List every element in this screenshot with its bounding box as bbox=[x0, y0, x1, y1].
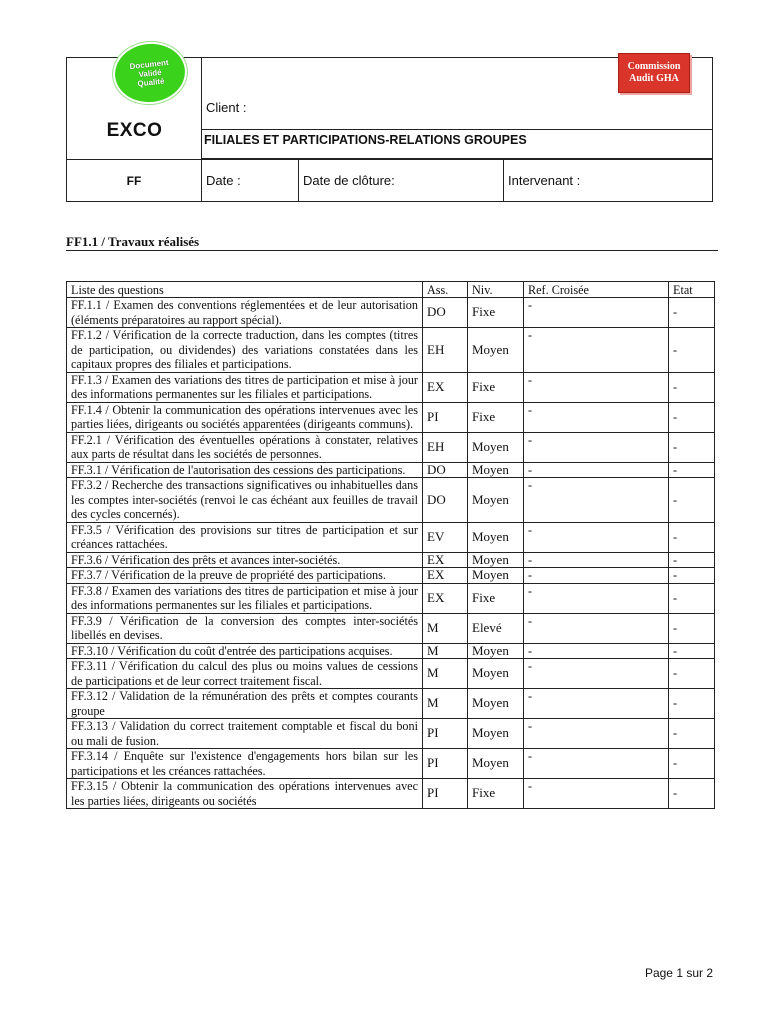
section-title: FF1.1 / Travaux réalisés bbox=[66, 236, 718, 251]
niv-cell: Moyen bbox=[468, 328, 524, 373]
table-row bbox=[67, 719, 715, 749]
niv-cell: Moyen bbox=[468, 522, 524, 552]
title-cell bbox=[202, 130, 712, 159]
table-row bbox=[67, 298, 715, 328]
ref-cell: - bbox=[524, 659, 669, 689]
table-row bbox=[67, 583, 715, 613]
niv-cell: Moyen bbox=[468, 719, 524, 749]
etat-cell: - bbox=[669, 402, 715, 432]
table-row bbox=[67, 372, 715, 402]
question-cell: FF.1.1 / Examen des conventions réglementées et de leur autorisation (éléments préparatoires au rapport spécial). bbox=[67, 298, 423, 328]
table-header-row bbox=[67, 282, 715, 298]
table-row bbox=[67, 328, 715, 373]
niv-cell: Moyen bbox=[468, 478, 524, 523]
ass-cell: M bbox=[423, 613, 468, 643]
document-title: FILIALES ET PARTICIPATIONS-RELATIONS GROUPES bbox=[204, 133, 527, 147]
ass-cell: EH bbox=[423, 328, 468, 373]
niv-cell: Moyen bbox=[468, 659, 524, 689]
table-row bbox=[67, 522, 715, 552]
col-ass: Ass. bbox=[423, 282, 468, 298]
niv-cell: Fixe bbox=[468, 298, 524, 328]
etat-cell: - bbox=[669, 432, 715, 462]
logo-line-2: Validé bbox=[138, 67, 162, 79]
ref-cell: - bbox=[524, 749, 669, 779]
ref-cell: - bbox=[524, 432, 669, 462]
question-cell: FF.3.7 / Vérification de la preuve de propriété des participations. bbox=[67, 568, 423, 584]
niv-cell: Fixe bbox=[468, 583, 524, 613]
ref-cell: - bbox=[524, 372, 669, 402]
date-label: Date : bbox=[202, 160, 299, 201]
etat-cell: - bbox=[669, 689, 715, 719]
ref-cell: - bbox=[524, 568, 669, 584]
ass-cell: EX bbox=[423, 568, 468, 584]
ass-cell: EV bbox=[423, 522, 468, 552]
stamp-line-2: Audit GHA bbox=[629, 73, 679, 84]
document-header bbox=[66, 57, 713, 202]
etat-cell: - bbox=[669, 328, 715, 373]
company-cell bbox=[67, 58, 202, 159]
table-row bbox=[67, 689, 715, 719]
question-cell: FF.3.11 / Vérification du calcul des plus ou moins values de cessions de participations et de leur correct traitement fiscal. bbox=[67, 659, 423, 689]
question-cell: FF.3.6 / Vérification des prêts et avances inter-sociétés. bbox=[67, 552, 423, 568]
niv-cell: Elevé bbox=[468, 613, 524, 643]
ref-cell: - bbox=[524, 522, 669, 552]
niv-cell: Moyen bbox=[468, 689, 524, 719]
ref-cell: - bbox=[524, 462, 669, 478]
ref-cell: - bbox=[524, 328, 669, 373]
ref-cell: - bbox=[524, 719, 669, 749]
ass-cell: DO bbox=[423, 298, 468, 328]
table-row bbox=[67, 552, 715, 568]
niv-cell: Fixe bbox=[468, 779, 524, 809]
logo-line-1: Document bbox=[129, 57, 169, 71]
table-row bbox=[67, 462, 715, 478]
ref-cell: - bbox=[524, 613, 669, 643]
ass-cell: PI bbox=[423, 779, 468, 809]
niv-cell: Fixe bbox=[468, 372, 524, 402]
niv-cell: Moyen bbox=[468, 432, 524, 462]
question-cell: FF.1.2 / Vérification de la correcte traduction, dans les comptes (titres de participation, ou dividendes) des variations constatées dans les capitaux propres des filiales et participations. bbox=[67, 328, 423, 373]
ass-cell: EX bbox=[423, 583, 468, 613]
section-code: FF bbox=[67, 160, 202, 201]
closing-date-label: Date de clôture: bbox=[299, 160, 504, 201]
question-cell: FF.2.1 / Vérification des éventuelles opérations à constater, relatives aux parts de résultat dans les sociétés de personnes. bbox=[67, 432, 423, 462]
table-row bbox=[67, 659, 715, 689]
ref-cell: - bbox=[524, 583, 669, 613]
col-niv: Niv. bbox=[468, 282, 524, 298]
col-questions: Liste des questions bbox=[67, 282, 423, 298]
question-cell: FF.3.9 / Vérification de la conversion des comptes inter-sociétés libellés en devises. bbox=[67, 613, 423, 643]
company-name: EXCO bbox=[106, 120, 163, 141]
question-cell: FF.3.10 / Vérification du coût d'entrée des participations acquises. bbox=[67, 643, 423, 659]
etat-cell: - bbox=[669, 779, 715, 809]
question-cell: FF.3.1 / Vérification de l'autorisation des cessions des participations. bbox=[67, 462, 423, 478]
question-cell: FF.3.12 / Validation de la rémunération des prêts et comptes courants groupe bbox=[67, 689, 423, 719]
etat-cell: - bbox=[669, 583, 715, 613]
col-etat: Etat bbox=[669, 282, 715, 298]
ref-cell: - bbox=[524, 689, 669, 719]
ass-cell: EX bbox=[423, 552, 468, 568]
ref-cell: - bbox=[524, 643, 669, 659]
ass-cell: PI bbox=[423, 719, 468, 749]
etat-cell: - bbox=[669, 719, 715, 749]
question-cell: FF.1.3 / Examen des variations des titres de participation et mise à jour des informations permanentes sur les filiales et participations. bbox=[67, 372, 423, 402]
ass-cell: M bbox=[423, 689, 468, 719]
table-row bbox=[67, 779, 715, 809]
ref-cell: - bbox=[524, 552, 669, 568]
table-row bbox=[67, 568, 715, 584]
questions-table bbox=[66, 281, 715, 809]
question-cell: FF.1.4 / Obtenir la communication des opérations intervenues avec les parties liées, dirigeants ou sociétés apparentées (dirigeants communs). bbox=[67, 402, 423, 432]
niv-cell: Moyen bbox=[468, 568, 524, 584]
question-cell: FF.3.2 / Recherche des transactions significatives ou inhabituelles dans les comptes inter-sociétés (renvoi le cas échéant aux feuilles de travail des cycles concernés). bbox=[67, 478, 423, 523]
table-row bbox=[67, 478, 715, 523]
ass-cell: DO bbox=[423, 478, 468, 523]
ass-cell: PI bbox=[423, 749, 468, 779]
col-ref: Ref. Croisée bbox=[524, 282, 669, 298]
stamp-line-1: Commission bbox=[627, 61, 681, 72]
etat-cell: - bbox=[669, 613, 715, 643]
etat-cell: - bbox=[669, 643, 715, 659]
question-cell: FF.3.14 / Enquête sur l'existence d'engagements hors bilan sur les participations et les créances rattachées. bbox=[67, 749, 423, 779]
etat-cell: - bbox=[669, 372, 715, 402]
niv-cell: Moyen bbox=[468, 749, 524, 779]
table-row bbox=[67, 613, 715, 643]
header-info-row bbox=[67, 159, 712, 201]
table-row bbox=[67, 643, 715, 659]
niv-cell: Moyen bbox=[468, 643, 524, 659]
ass-cell: DO bbox=[423, 462, 468, 478]
client-label: Client : bbox=[206, 100, 247, 115]
ass-cell: EX bbox=[423, 372, 468, 402]
etat-cell: - bbox=[669, 462, 715, 478]
table-row bbox=[67, 432, 715, 462]
etat-cell: - bbox=[669, 522, 715, 552]
ass-cell: M bbox=[423, 643, 468, 659]
ass-cell: M bbox=[423, 659, 468, 689]
question-cell: FF.3.5 / Vérification des provisions sur titres de participation et sur créances rattachées. bbox=[67, 522, 423, 552]
etat-cell: - bbox=[669, 478, 715, 523]
etat-cell: - bbox=[669, 659, 715, 689]
etat-cell: - bbox=[669, 552, 715, 568]
niv-cell: Moyen bbox=[468, 462, 524, 478]
etat-cell: - bbox=[669, 298, 715, 328]
ref-cell: - bbox=[524, 779, 669, 809]
table-row bbox=[67, 749, 715, 779]
ass-cell: PI bbox=[423, 402, 468, 432]
commission-stamp bbox=[618, 53, 690, 93]
question-cell: FF.3.8 / Examen des variations des titres de participation et mise à jour des informations permanentes sur les filiales et participations. bbox=[67, 583, 423, 613]
intervenant-label: Intervenant : bbox=[508, 173, 581, 188]
niv-cell: Fixe bbox=[468, 402, 524, 432]
niv-cell: Moyen bbox=[468, 552, 524, 568]
logo-line-3: Qualité bbox=[136, 76, 165, 88]
quality-logo bbox=[110, 38, 190, 107]
ref-cell: - bbox=[524, 478, 669, 523]
table-row bbox=[67, 402, 715, 432]
ref-cell: - bbox=[524, 298, 669, 328]
etat-cell: - bbox=[669, 568, 715, 584]
question-cell: FF.3.13 / Validation du correct traitement comptable et fiscal du boni ou mali de fusion. bbox=[67, 719, 423, 749]
etat-cell: - bbox=[669, 749, 715, 779]
question-cell: FF.3.15 / Obtenir la communication des opérations intervenues avec les parties liées, dirigeants ou sociétés bbox=[67, 779, 423, 809]
ref-cell: - bbox=[524, 402, 669, 432]
client-cell bbox=[202, 58, 712, 130]
page-number: Page 1 sur 2 bbox=[644, 966, 713, 980]
ass-cell: EH bbox=[423, 432, 468, 462]
